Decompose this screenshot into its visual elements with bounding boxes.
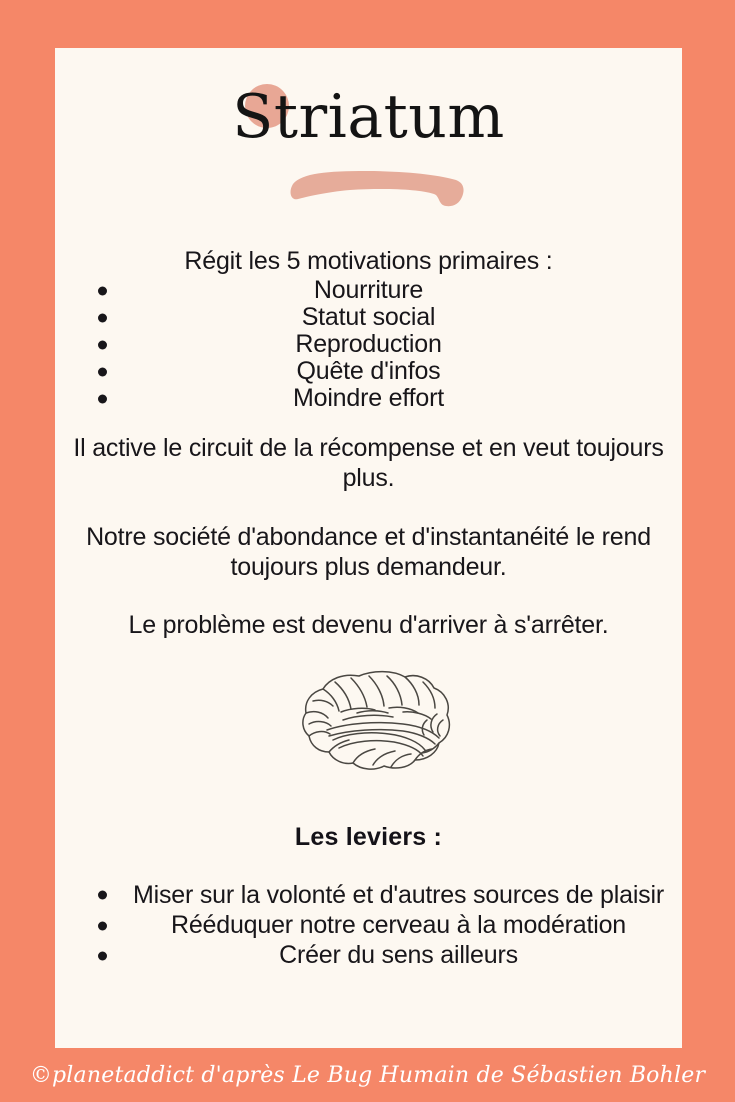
title-block (55, 62, 682, 212)
bullet-icon (98, 286, 107, 295)
list-item (55, 941, 682, 971)
list-item-label: Nourriture (313, 276, 424, 305)
paragraph: Il active le circuit de la récompense et en veut toujours plus. (73, 434, 664, 493)
paragraph: Le problème est devenu d'arriver à s'arrêter. (128, 611, 609, 639)
content-card (55, 48, 682, 1048)
motivations-section (55, 246, 682, 412)
list-item-label: Statut social (301, 303, 436, 332)
list-item-label: Créer du sens ailleurs (279, 940, 518, 969)
list-item-label: Miser sur la volonté et d'autres sources de plaisir (133, 881, 664, 909)
paragraph: Notre société d'abondance et d'instantanéité le rend toujours plus demandeur. (86, 522, 651, 581)
footer (0, 1048, 735, 1102)
decorative-brushstroke-icon (288, 166, 468, 208)
page-title: Striatum (232, 82, 505, 152)
bullet-icon (98, 890, 107, 899)
bullet-icon (98, 921, 107, 930)
leviers-list (55, 879, 682, 971)
bullet-icon (98, 340, 107, 349)
list-item (55, 277, 682, 304)
description-paragraphs (55, 433, 682, 640)
list-item-label: Quête d'infos (296, 357, 441, 386)
list-item-label: Moindre effort (293, 384, 444, 413)
list-item (55, 879, 682, 911)
list-item (55, 358, 682, 385)
motivations-list (55, 277, 682, 412)
bullet-icon (98, 394, 107, 403)
list-item (55, 911, 682, 941)
leviers-heading: Les leviers : (294, 823, 443, 851)
list-item-label: Rééduquer notre cerveau à la modération (171, 910, 626, 939)
list-item-label: Reproduction (295, 330, 442, 359)
list-item (55, 385, 682, 412)
bullet-icon (98, 313, 107, 322)
bullet-icon (98, 951, 107, 960)
leviers-section (55, 823, 682, 971)
list-item (55, 304, 682, 331)
footer-credit: ©planetaddict d'après Le Bug Humain de Sébastien Bohler (29, 1062, 706, 1088)
list-item (55, 331, 682, 358)
bullet-icon (98, 367, 107, 376)
motivations-lead: Régit les 5 motivations primaires : (184, 247, 553, 275)
brain-illustration-icon (299, 668, 459, 780)
